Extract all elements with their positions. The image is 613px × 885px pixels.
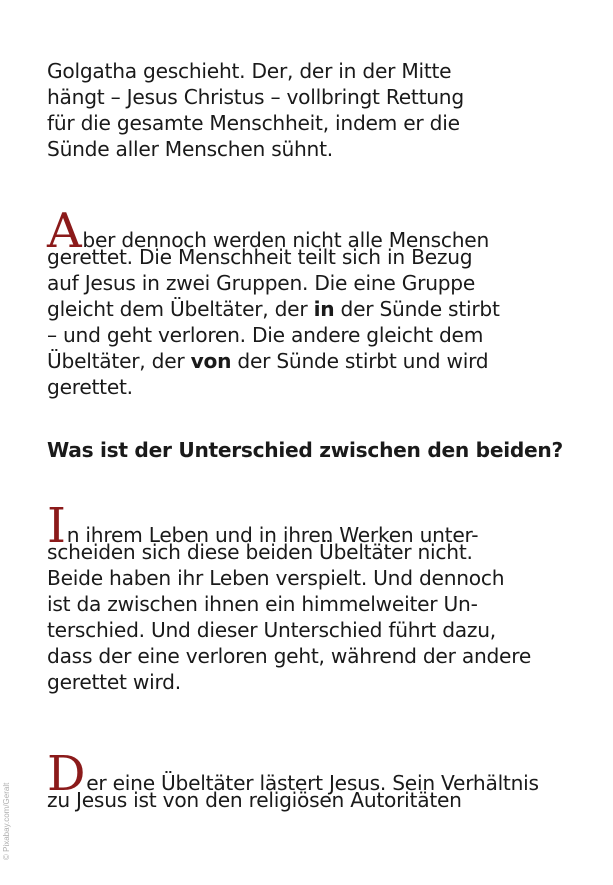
paragraph-3: [47, 498, 577, 695]
emphasis-in: in: [313, 297, 335, 321]
drop-cap: A: [47, 203, 82, 259]
paragraph-2-line: [47, 296, 577, 322]
drop-cap: D: [47, 746, 86, 802]
paragraph-3-line: scheiden sich diese beiden Übeltäter nicht.: [47, 540, 473, 564]
paragraph-1-line: Golgatha geschieht. Der, der in der Mitte: [47, 59, 452, 83]
text-segment: gleicht dem Übeltäter, der: [47, 297, 314, 321]
text-segment: der Sünde stirbt und wird: [231, 349, 489, 373]
paragraph-3-line: gerettet wird.: [47, 670, 181, 694]
paragraph-4-line-text: er eine Übeltäter lästert Jesus. Sein Verhältnis: [86, 771, 539, 795]
text-segment: Übeltäter, der: [47, 349, 191, 373]
paragraph-3-line: ist da zwischen ihnen ein himmelweiter Un-: [47, 592, 478, 616]
paragraph-3-line: terschied. Und dieser Unterschied führt dazu,: [47, 618, 496, 642]
paragraph-3-line: Beide haben ihr Leben verspielt. Und dennoch: [47, 566, 505, 590]
paragraph-2-line-text: ber dennoch werden nicht alle Menschen: [82, 228, 489, 252]
section-heading: Was ist der Unterschied zwischen den beiden?: [47, 438, 563, 462]
paragraph-1: [47, 58, 577, 162]
drop-cap: I: [47, 498, 66, 554]
paragraph-4-line: zu Jesus ist von den religiösen Autoritäten: [47, 788, 462, 812]
paragraph-2-line: auf Jesus in zwei Gruppen. Die eine Gruppe: [47, 271, 476, 295]
paragraph-2-line: gerettet.: [47, 375, 133, 399]
paragraph-2-line: – und geht verloren. Die andere gleicht dem: [47, 323, 484, 347]
paragraph-3-line-text: n ihrem Leben und in ihren Werken unter-: [66, 523, 479, 547]
paragraph-1-line: Sünde aller Menschen sühnt.: [47, 137, 333, 161]
text-segment: der Sünde stirbt: [334, 297, 500, 321]
paragraph-4: [47, 746, 577, 813]
paragraph-3-line: dass der eine verloren geht, während der andere: [47, 644, 531, 668]
paragraph-1-line: für die gesamte Menschheit, indem er die: [47, 111, 460, 135]
paragraph-2-line: [47, 348, 577, 374]
paragraph-2: [47, 203, 577, 400]
paragraph-2-line: gerettet. Die Menschheit teilt sich in Bezug: [47, 245, 473, 269]
image-credit: © Pixabay.com/Geralt: [2, 782, 11, 860]
emphasis-von: von: [190, 349, 232, 373]
paragraph-1-line: hängt – Jesus Christus – vollbringt Rettung: [47, 85, 464, 109]
